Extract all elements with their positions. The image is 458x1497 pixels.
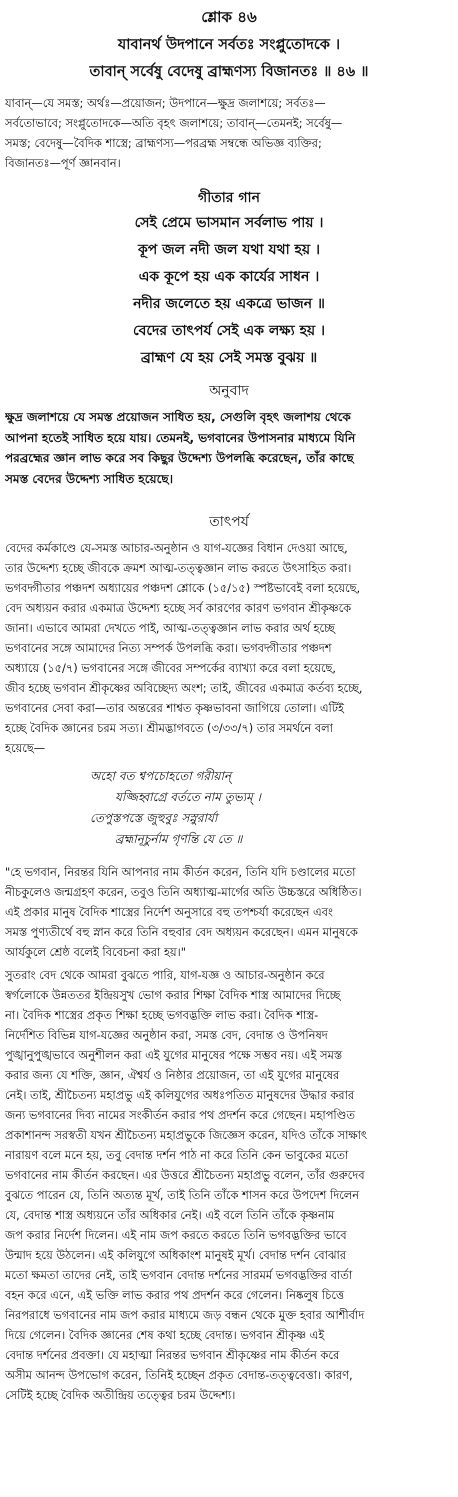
synonyms-line: যাবান্—যে সমস্ত; অর্থঃ—প্রয়োজন; উদপানে—ক্ষুদ্র জলাশয়ে; সর্বতঃ— (5, 96, 326, 110)
quote-verse-line: ব্রহ্মানূচুর্নাম গৃণন্তি যে তে ॥ (115, 832, 243, 846)
purport-line: উন্মাদ হয়ে উঠলেন। এই কলিযুগে অধিকাংশ মানুষই মূর্খ। বেদান্ত দর্শন বোঝার (5, 1248, 347, 1262)
purport-line: জপ করার নির্দেশ দিলেন। এই নাম জপ করতে করতে তিনি ভগবদ্ভক্তির ভাবে (5, 1228, 347, 1242)
purport-line: যে, বেদান্ত শাস্ত্র অধ্যয়নে তাঁর অধিকার নেই। এই বলে তিনি তাঁকে কৃষ্ণনাম (5, 1208, 335, 1222)
purport-line: তার উদ্দেশ্য হচ্ছে জীবকে ক্রমশ আত্ম-তত্ত্বজ্ঞান লাভ করতে উৎসাহিত করা। (5, 561, 352, 575)
translation-block (5, 407, 453, 489)
purport-line: বেদ অধ্যয়ন করার একমাত্র উদ্দেশ্য হচ্ছে সর্ব কারণের কারণ ভগবান শ্রীকৃষ্ণকে (5, 601, 352, 615)
verse-line-1: যাবানর্থ উদপানে সর্বতঃ সংপ্লুতোদকে । (117, 37, 341, 53)
purport-line: সেটিই হচ্ছে বৈদিক অতীন্দ্রিয় তত্ত্বের চরম উদ্দেশ্য। (5, 1388, 236, 1402)
verse-line-2: তাবান্ সর্বেষু বেদেষু ব্রাহ্মণস্য বিজানতঃ ॥ ৪৬ ॥ (89, 64, 369, 80)
purport-line: হয়েছে— (5, 741, 46, 755)
purport-line: বেদান্ত দর্শনের প্রবক্তা। যে মহাত্মা নিরন্তর ভগবান শ্রীকৃষ্ণের নাম কীর্তন করে (5, 1348, 340, 1362)
purport-line: নিরপরাধে ভগবানের নাম জপ করার মাধ্যমে জড় বন্ধন থেকে মুক্ত হবার আশীর্বাদ (5, 1308, 365, 1322)
song-line: বেদের তাৎপর্য সেই এক লক্ষ্য হয় । (132, 323, 326, 339)
translation-line: ক্ষুদ্র জলাশয়ে যে সমস্ত প্রয়োজন সাধিত হয়, সেগুলি বৃহৎ জলাশয় থেকে (5, 410, 351, 424)
purport-line: সুতরাং বেদ থেকে আমরা বুঝতে পারি, যাগ-যজ্ঞ ও আচার-অনুষ্ঠান করে (5, 968, 325, 982)
purport-paragraph-1 (5, 538, 453, 758)
purport-line: জন্য ভগবানের দিব্য নামের সংকীর্তন করার পথ প্রদর্শন করে গেছেন। মহাপণ্ডিত (5, 1108, 355, 1122)
quote-verse-line: যজ্জিহ্বাগ্রে বর্ততে নাম তুভ্যম্ । (115, 790, 261, 804)
song-heading: গীতার গান (198, 190, 260, 206)
translation-line: পরব্রহ্মের জ্ঞান লাভ করে সব কিছুর উদ্দেশ্য উপলব্ধি করেছেন, তাঁর কাছে (5, 451, 354, 465)
purport-heading: তাৎপর্য (209, 514, 249, 530)
synonyms-line: বিজানতঃ—পূর্ণ জ্ঞানবান। (5, 156, 121, 170)
song-block (0, 210, 458, 372)
purport-line: মতো ক্ষমতা তাদের নেই, তাই ভগবান বেদান্ত দর্শনের সারমর্ম ভগবদ্ভক্তির বার্তা (5, 1268, 353, 1282)
purport-line: জীব হচ্ছে ভগবান শ্রীকৃষ্ণের অবিচ্ছেদ্য অংশ; তাই, জীবের একমাত্র কর্তব্য হচ্ছে, (5, 681, 363, 695)
purport-line: ভগবানের নাম কীর্তন করছেন। এর উত্তরে শ্রীচৈতন্য মহাপ্রভু বলেন, তাঁর গুরুদেব (5, 1168, 365, 1182)
translation-line: সমস্ত বেদের উদ্দেশ্য সাধিত হয়েছে। (5, 471, 173, 486)
synonyms-line: সমস্ত; বেদেষু—বৈদিক শাস্ত্রে; ব্রাহ্মণস্য—পরব্রহ্ম সম্বন্ধে অভিজ্ঞ ব্যক্তির; (5, 136, 322, 150)
purport-line: ভগবদ্গীতার পঞ্চদশ অধ্যায়ের পঞ্চদশ শ্লোকে (১৫/১৫) স্পষ্টভাবেই বলা হয়েছে, (5, 581, 361, 595)
quote-translation-line: "হে ভগবান, নিরন্তর যিনি আপনার নাম কীর্তন করেন, তিনি যদি চণ্ডালের মতো (5, 865, 356, 879)
translation-heading: অনুবাদ (209, 383, 249, 399)
purport-paragraph-2 (5, 965, 453, 1405)
sanskrit-quote (0, 766, 458, 850)
purport-line: পুঙ্খানুপুঙ্খভাবে অনুশীলন করা এই যুগের মানুষের পক্ষে সম্ভব নয়। এই সমস্ত (5, 1048, 343, 1062)
song-line: নদীর জলেতে হয় একত্রে ভাজন ॥ (133, 296, 325, 312)
purport-line: করার জন্য যে শক্তি, জ্ঞান, ঐশ্বর্য ও নিষ্ঠার প্রয়োজন, তা এই যুগের মানুষের (5, 1068, 340, 1082)
shloka-heading: শ্লোক ৪৬ (201, 8, 257, 26)
purport-line: ভগবানের সঙ্গে আমাদের নিত্য সম্পর্ক উপলব্ধি করা। ভগবদ্গীতার পঞ্চদশ (5, 641, 332, 655)
quote-verse-line: অহো বত শ্বপচোহতো গরীয়ান্ (90, 769, 232, 783)
purport-line: নেই। তাই, শ্রীচৈতন্য মহাপ্রভু এই কলিযুগের অধঃপতিত মানুষদের উদ্ধার করার (5, 1088, 355, 1102)
purport-line: অধ্যায়ে (১৫/৭) ভগবানের সঙ্গে জীবের সম্পর্কের ব্যাখ্যা করে বলা হয়েছে, (5, 661, 337, 675)
purport-line: প্রকাশানন্দ সরস্বতী যখন শ্রীচৈতন্য মহাপ্রভুকে জিজ্ঞেস করেন, যদিও তাঁকে সাক্ষাৎ (5, 1128, 368, 1142)
quote-translation-line: এই প্রকার মানুষ বৈদিক শাস্ত্রের নির্দেশ অনুসারে বহু তপশ্চর্যা করেছেন এবং (5, 905, 333, 919)
quote-translation-line: আর্যকুলে শ্রেষ্ঠ বলেই বিবেচনা করা হয়।" (5, 945, 186, 959)
purport-line: বহন করে এনে, এই ভক্তি লাভ করার পথ প্রদর্শন করে গেলেন। নিষ্কলুষ চিত্তে (5, 1288, 345, 1302)
purport-line: নারায়ণ বলে মনে হয়, তবু বেদান্ত দর্শন পাঠ না করে তিনি কেন ভাবুকের মতো (5, 1148, 349, 1162)
song-line: কূপ জল নদী জল যথা যথা হয় । (137, 242, 321, 258)
purport-line: বেদের কর্মকাণ্ডে যে-সমস্ত আচার-অনুষ্ঠান ও যাগ-যজ্ঞের বিধান দেওয়া আছে, (5, 541, 348, 555)
synonyms-block (5, 93, 453, 173)
song-line: এক কূপে হয় এক কার্যের সাধন । (138, 269, 320, 285)
song-line: ব্রাহ্মণ যে হয় সেই সমস্ত বুঝয় ॥ (140, 350, 318, 366)
quote-verse-line: তেপুস্তপস্তে জুহুবুঃ সস্নুরার্যা (90, 811, 218, 825)
quote-translation (5, 862, 453, 962)
synonyms-line: সর্বতোভাবে; সংপ্লুতোদকে—অতি বৃহৎ জলাশয়ে; তাবান্—তেমনই; সর্বেষু— (5, 116, 343, 130)
purport-line: নির্দেশিত বিভিন্ন যাগ-যজ্ঞের অনুষ্ঠান করা, সমস্ত বেদ, বেদান্ত ও উপনিষদ (5, 1028, 328, 1042)
purport-line: হচ্ছে বৈদিক জ্ঞানের চরম সত্য। শ্রীমদ্ভাগবতে (৩/৩৩/৭) তার সমর্থনে বলা (5, 721, 333, 735)
quote-translation-line: সমস্ত পুণ্যতীর্থে বহু স্নান করে তিনি বহুবার বেদ অধ্যয়ন করেছেন। এমন মানুষকে (5, 925, 358, 939)
purport-line: বুঝতে পারেন যে, তিনি অত্যন্ত মূর্খ, তাই তিনি তাঁকে শাসন করে উপদেশ দিলেন (5, 1188, 360, 1202)
purport-line: স্বর্গলোকে উন্নততর ইন্দ্রিয়সুখ ভোগ করার শিক্ষা বৈদিক শাস্ত্র আমাদের দিচ্ছে (5, 988, 341, 1002)
purport-line: জানা। এভাবে আমরা দেখতে পাই, আত্ম-তত্ত্বজ্ঞান লাভ করার অর্থ হচ্ছে (5, 621, 335, 635)
purport-line: দিয়ে গেলেন। বৈদিক জ্ঞানের শেষ কথা হচ্ছে বেদান্ত। ভগবান শ্রীকৃষ্ণ এই (5, 1328, 325, 1342)
purport-line: ভগবানের সেবা করা—তার অন্তরের শাশ্বত কৃষ্ণভাবনা জাগিয়ে তোলা। এটিই (5, 701, 344, 715)
quote-translation-line: নীচকুলেও জন্মগ্রহণ করেন, তবুও তিনি অধ্যাত্ম-মার্গের অতি উচ্চস্তরে অধিষ্ঠিত। (5, 885, 362, 899)
translation-line: আপনা হতেই সাধিত হয়ে যায়। তেমনই, ভগবানের উপাসনার মাধ্যমে যিনি (5, 430, 356, 445)
purport-line: অসীম আনন্দ উপভোগ করেন, তিনিই হচ্ছেন প্রকৃত বেদান্ত-তত্ত্ববেত্তা। কারণ, (5, 1368, 353, 1382)
song-line: সেই প্রেমে ভাসমান সর্বলাভ পায় । (134, 215, 324, 231)
purport-line: না। বৈদিক শাস্ত্রের প্রকৃত শিক্ষা হচ্ছে ভগবদ্ভক্তি লাভ করা। বৈদিক শাস্ত্র- (5, 1008, 319, 1022)
